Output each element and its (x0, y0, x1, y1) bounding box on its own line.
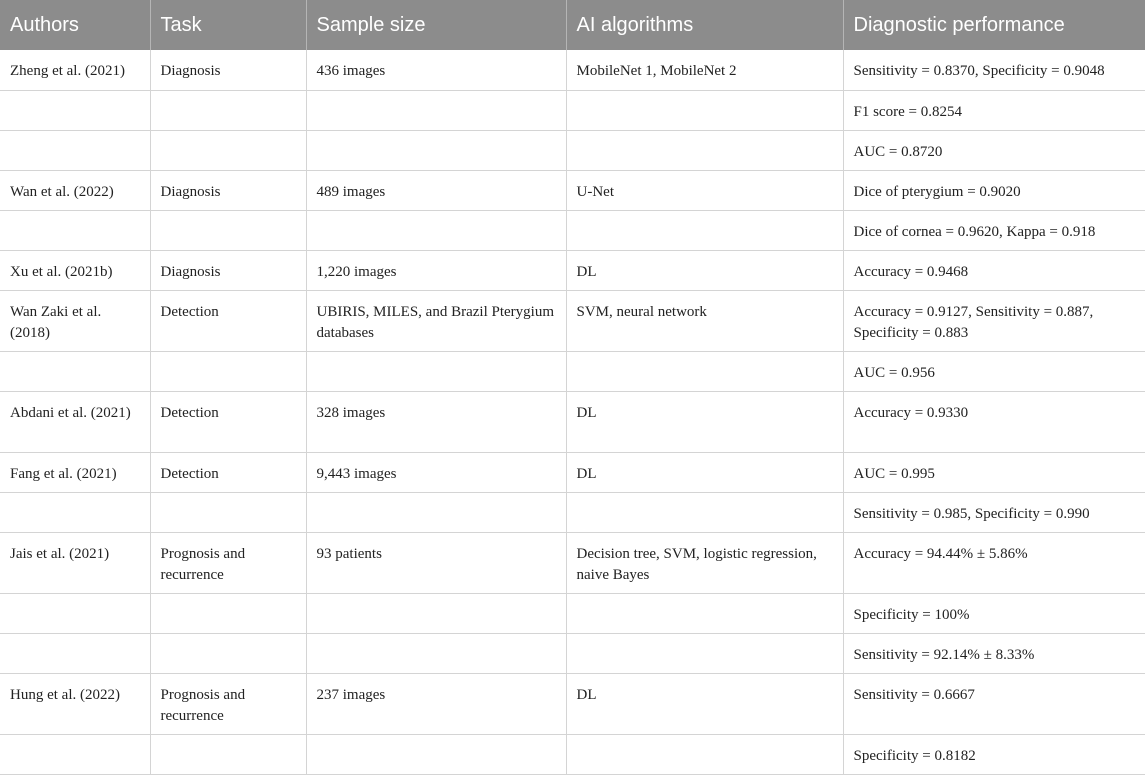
cell-task (150, 130, 306, 170)
cell-task: Detection (150, 290, 306, 351)
cell-authors (0, 593, 150, 633)
cell-task (150, 492, 306, 532)
cell-diagnostic-performance: AUC = 0.8720 (843, 130, 1145, 170)
cell-diagnostic-performance: Accuracy = 0.9330 (843, 391, 1145, 452)
table-row (0, 391, 1145, 452)
cell-ai-algorithms: DL (566, 452, 843, 492)
cell-task: Prognosis and recurrence (150, 673, 306, 734)
cell-diagnostic-performance: Dice of pterygium = 0.9020 (843, 170, 1145, 210)
cell-authors (0, 210, 150, 250)
table-row (0, 734, 1145, 774)
cell-ai-algorithms: SVM, neural network (566, 290, 843, 351)
table-row (0, 170, 1145, 210)
table-body (0, 50, 1145, 774)
cell-sample-size: 328 images (306, 391, 566, 452)
cell-authors (0, 492, 150, 532)
cell-ai-algorithms (566, 492, 843, 532)
cell-sample-size (306, 734, 566, 774)
cell-diagnostic-performance: Accuracy = 0.9468 (843, 250, 1145, 290)
table-row (0, 673, 1145, 734)
cell-task: Detection (150, 452, 306, 492)
cell-sample-size: 9,443 images (306, 452, 566, 492)
header-ai-algorithms: AI algorithms (566, 0, 843, 50)
header-row (0, 0, 1145, 50)
cell-sample-size (306, 492, 566, 532)
cell-task: Detection (150, 391, 306, 452)
cell-task (150, 351, 306, 391)
cell-ai-algorithms: DL (566, 391, 843, 452)
cell-diagnostic-performance: Sensitivity = 0.8370, Specificity = 0.9048 (843, 50, 1145, 90)
cell-diagnostic-performance: Sensitivity = 0.6667 (843, 673, 1145, 734)
cell-sample-size (306, 210, 566, 250)
cell-ai-algorithms (566, 593, 843, 633)
table-row (0, 351, 1145, 391)
cell-task (150, 593, 306, 633)
cell-diagnostic-performance: Specificity = 100% (843, 593, 1145, 633)
cell-authors (0, 351, 150, 391)
cell-authors (0, 633, 150, 673)
cell-sample-size: UBIRIS, MILES, and Brazil Pterygium databases (306, 290, 566, 351)
cell-diagnostic-performance: F1 score = 0.8254 (843, 90, 1145, 130)
cell-diagnostic-performance: Sensitivity = 0.985, Specificity = 0.990 (843, 492, 1145, 532)
cell-sample-size: 1,220 images (306, 250, 566, 290)
cell-diagnostic-performance: Specificity = 0.8182 (843, 734, 1145, 774)
table-row (0, 250, 1145, 290)
table-row (0, 633, 1145, 673)
cell-ai-algorithms (566, 130, 843, 170)
cell-ai-algorithms: DL (566, 250, 843, 290)
cell-authors (0, 734, 150, 774)
cell-ai-algorithms: Decision tree, SVM, logistic regression, naive Bayes (566, 532, 843, 593)
cell-authors (0, 90, 150, 130)
cell-ai-algorithms (566, 90, 843, 130)
cell-diagnostic-performance: AUC = 0.995 (843, 452, 1145, 492)
cell-task: Prognosis and recurrence (150, 532, 306, 593)
cell-sample-size: 489 images (306, 170, 566, 210)
table-row (0, 210, 1145, 250)
cell-task (150, 210, 306, 250)
table-row (0, 492, 1145, 532)
cell-authors (0, 130, 150, 170)
header-sample-size: Sample size (306, 0, 566, 50)
cell-diagnostic-performance: Dice of cornea = 0.9620, Kappa = 0.918 (843, 210, 1145, 250)
cell-authors: Jais et al. (2021) (0, 532, 150, 593)
table-row (0, 593, 1145, 633)
cell-task: Diagnosis (150, 50, 306, 90)
cell-sample-size: 93 patients (306, 532, 566, 593)
cell-sample-size (306, 130, 566, 170)
cell-authors: Zheng et al. (2021) (0, 50, 150, 90)
table-row (0, 290, 1145, 351)
cell-sample-size (306, 90, 566, 130)
cell-sample-size (306, 351, 566, 391)
cell-sample-size (306, 633, 566, 673)
cell-authors: Abdani et al. (2021) (0, 391, 150, 452)
cell-sample-size: 237 images (306, 673, 566, 734)
header-diagnostic-performance: Diagnostic performance (843, 0, 1145, 50)
cell-ai-algorithms (566, 633, 843, 673)
table-row (0, 532, 1145, 593)
cell-ai-algorithms (566, 351, 843, 391)
cell-ai-algorithms: DL (566, 673, 843, 734)
cell-authors: Wan et al. (2022) (0, 170, 150, 210)
cell-ai-algorithms: U-Net (566, 170, 843, 210)
cell-ai-algorithms: MobileNet 1, MobileNet 2 (566, 50, 843, 90)
cell-task: Diagnosis (150, 170, 306, 210)
table-header (0, 0, 1145, 50)
cell-authors: Wan Zaki et al. (2018) (0, 290, 150, 351)
cell-sample-size: 436 images (306, 50, 566, 90)
table-row (0, 452, 1145, 492)
cell-authors: Fang et al. (2021) (0, 452, 150, 492)
header-task: Task (150, 0, 306, 50)
cell-sample-size (306, 593, 566, 633)
table-row (0, 50, 1145, 90)
cell-diagnostic-performance: Accuracy = 0.9127, Sensitivity = 0.887, Specificity = 0.883 (843, 290, 1145, 351)
cell-authors: Hung et al. (2022) (0, 673, 150, 734)
cell-task: Diagnosis (150, 250, 306, 290)
cell-task (150, 734, 306, 774)
cell-diagnostic-performance: Sensitivity = 92.14% ± 8.33% (843, 633, 1145, 673)
cell-ai-algorithms (566, 734, 843, 774)
cell-authors: Xu et al. (2021b) (0, 250, 150, 290)
cell-diagnostic-performance: AUC = 0.956 (843, 351, 1145, 391)
cell-diagnostic-performance: Accuracy = 94.44% ± 5.86% (843, 532, 1145, 593)
cell-ai-algorithms (566, 210, 843, 250)
header-authors: Authors (0, 0, 150, 50)
table-row (0, 90, 1145, 130)
cell-task (150, 633, 306, 673)
cell-task (150, 90, 306, 130)
table-row (0, 130, 1145, 170)
